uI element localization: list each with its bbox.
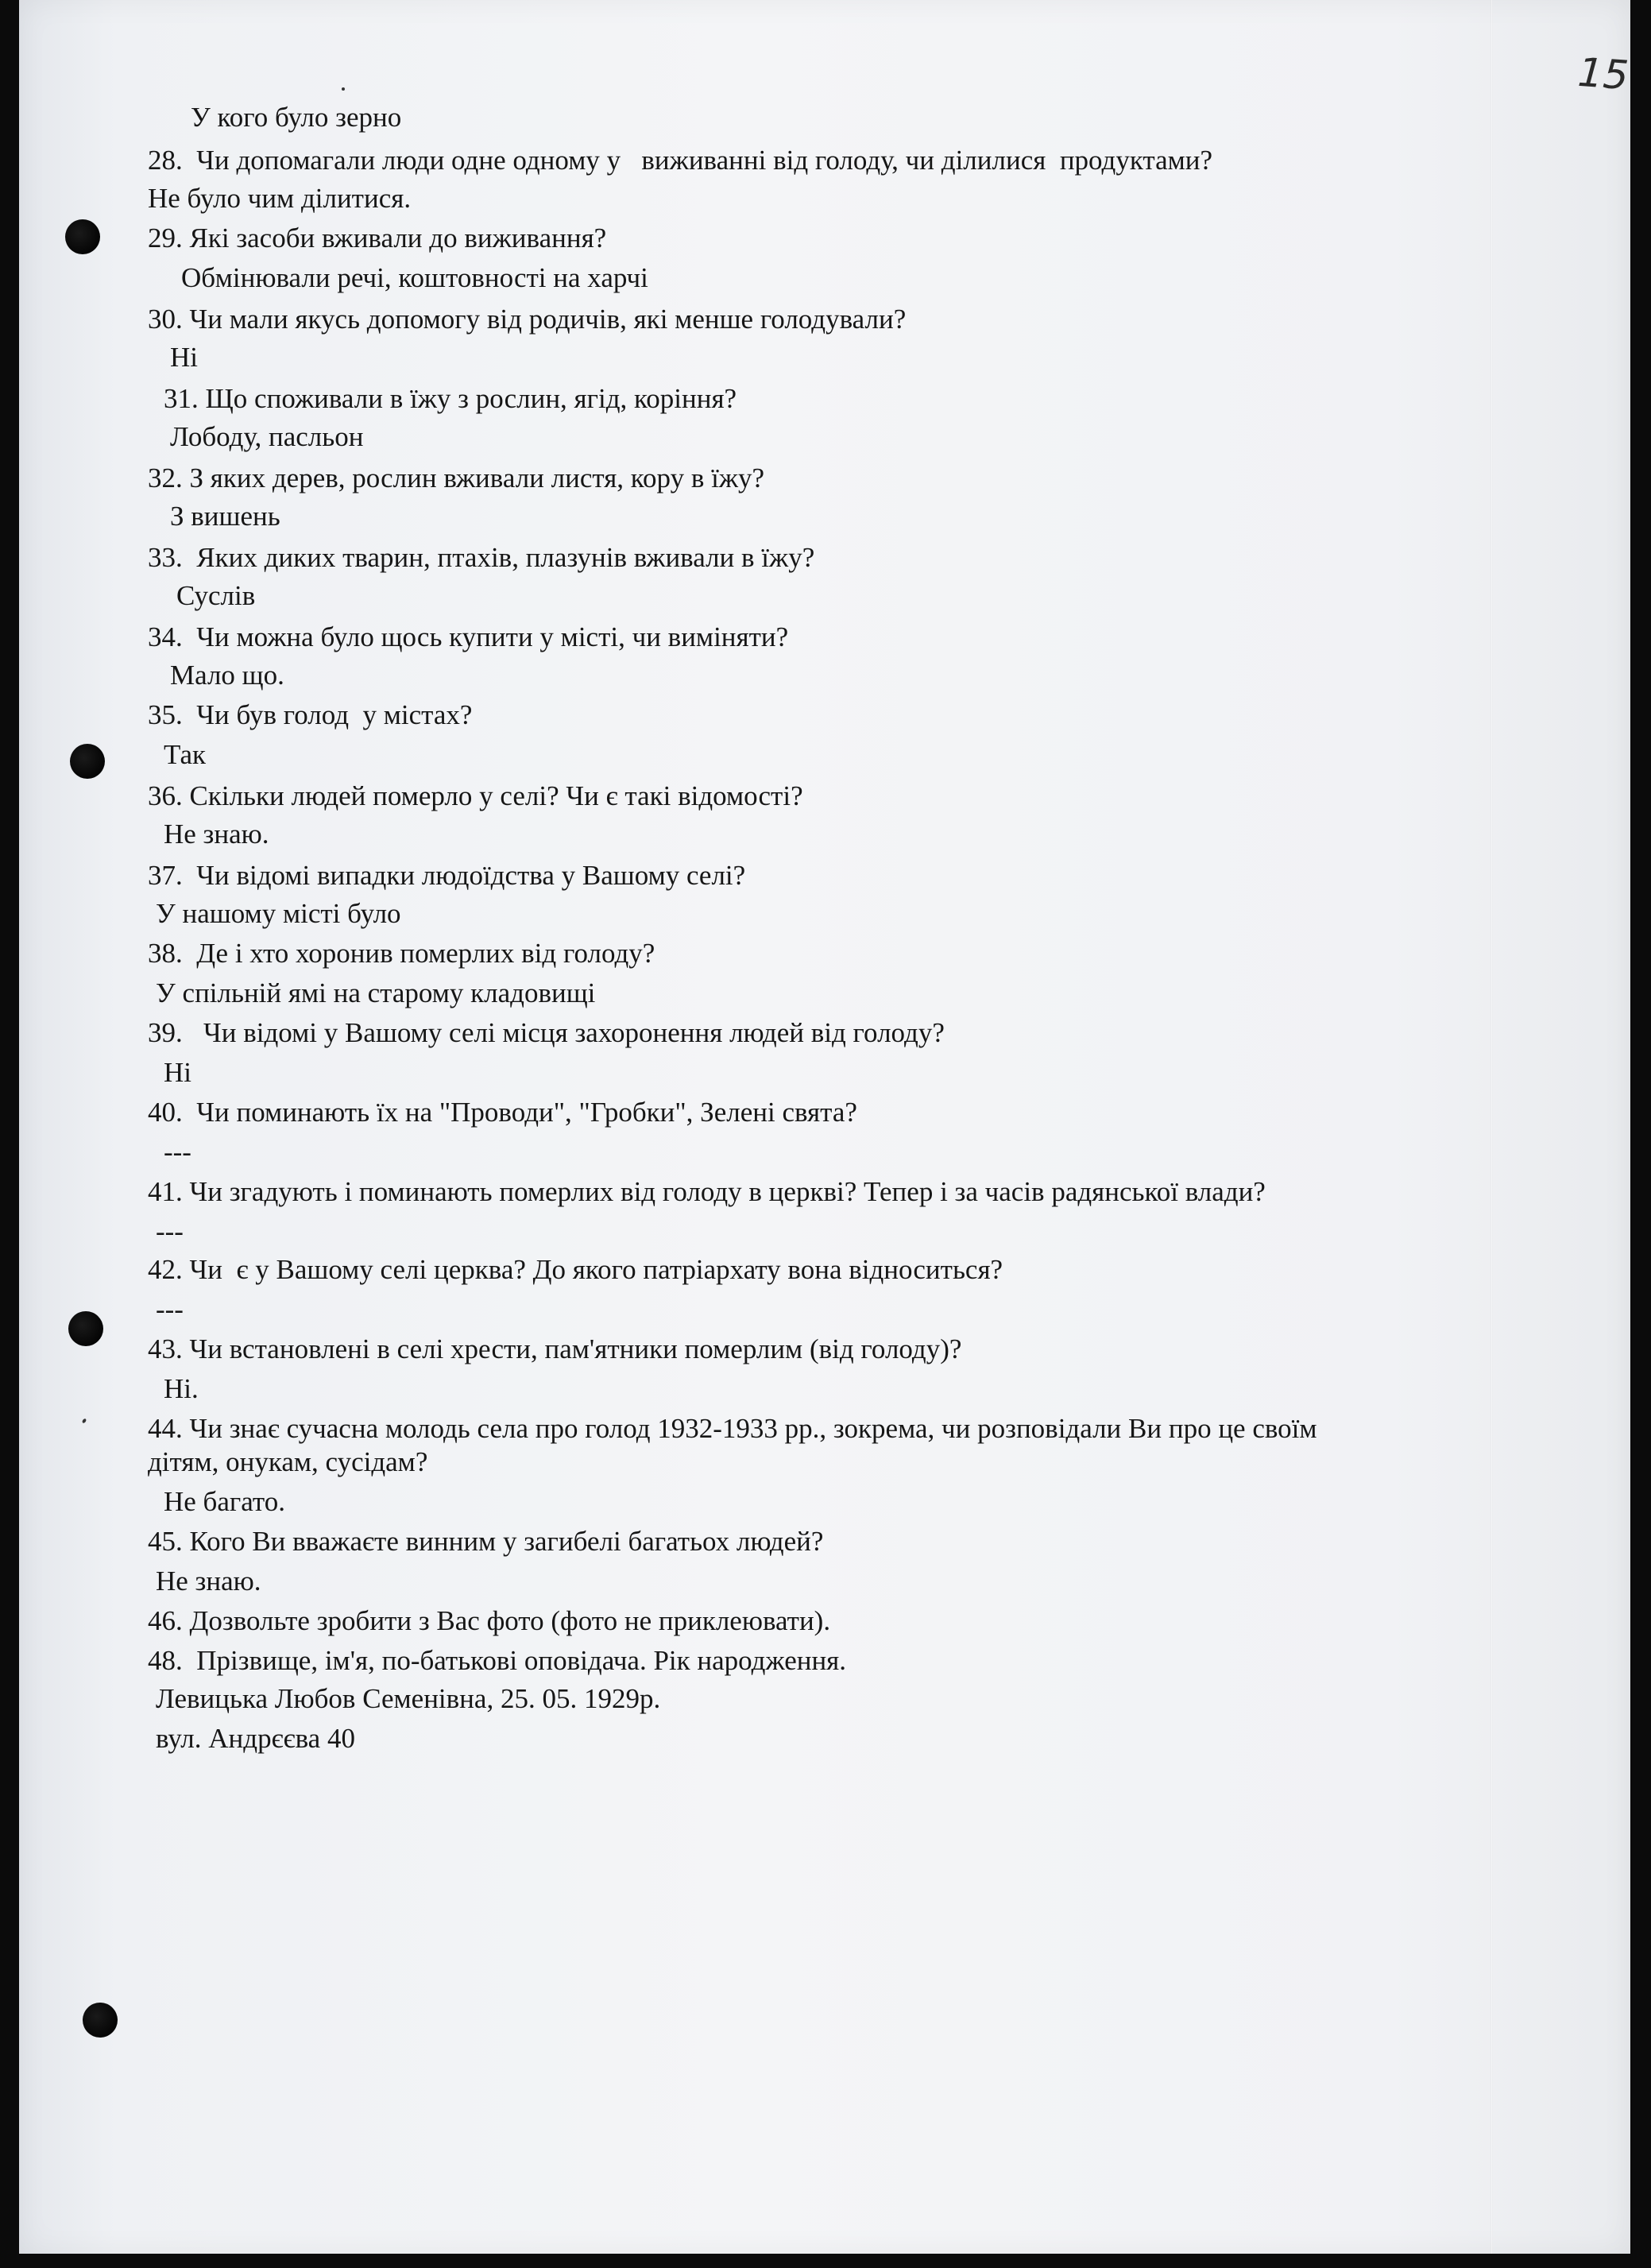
text-line: Не знаю. <box>164 819 269 850</box>
text-line: 28. Чи допомагали люди одне одному у виживанні від голоду, чи ділилися продуктами? <box>148 145 1213 176</box>
text-line: Левицька Любов Семенівна, 25. 05. 1929р. <box>156 1683 661 1714</box>
text-line: 42. Чи є у Вашому селі церква? До якого патріархату вона відноситься? <box>148 1254 1003 1285</box>
text-line: 41. Чи згадують і поминають померлих від голоду в церкві? Тепер і за часів радянської влади? <box>148 1176 1266 1207</box>
text-line: 48. Прізвище, ім'я, по-батькові оповідача. Рік народження. <box>148 1645 847 1676</box>
text-line: --- <box>156 1216 184 1247</box>
text-line: дітям, онукам, сусідам? <box>148 1446 428 1477</box>
text-line: Мало що. <box>170 660 284 691</box>
punch-hole <box>83 2003 118 2038</box>
text-line: вул. Андрєєва 40 <box>156 1723 355 1754</box>
text-line: 36. Скільки людей померло у селі? Чи є такі відомості? <box>148 780 803 811</box>
text-line: Не багато. <box>164 1486 285 1517</box>
text-line: У нашому місті було <box>156 898 401 929</box>
punch-hole <box>65 219 100 254</box>
text-line: --- <box>156 1294 184 1325</box>
punch-hole <box>70 744 105 779</box>
text-line: --- <box>164 1136 191 1167</box>
text-line: 34. Чи можна було щось купити у місті, чи виміняти? <box>148 621 789 652</box>
text-line: 35. Чи був голод у містах? <box>148 699 473 730</box>
text-line: 32. З яких дерев, рослин вживали листя, кору в їжу? <box>148 463 765 493</box>
text-line: Ні. <box>164 1373 199 1404</box>
text-line: Не знаю. <box>156 1566 261 1597</box>
text-line: 43. Чи встановлені в селі хрести, пам'ятники померлим (від голоду)? <box>148 1333 962 1364</box>
text-line: Ні <box>164 1057 191 1088</box>
text-line: 31. Що споживали в їжу з рослин, ягід, коріння? <box>164 383 737 414</box>
text-line: 29. Які засоби вживали до виживання? <box>148 223 607 254</box>
text-line: Ні <box>170 342 198 373</box>
text-line: У кого було зерно <box>191 102 402 133</box>
text-line: 33. Яких диких тварин, птахів, плазунів вживали в їжу? <box>148 542 815 573</box>
text-line: Суслів <box>176 580 256 611</box>
text-line: 30. Чи мали якусь допомогу від родичів, які менше голодували? <box>148 304 907 335</box>
text-line: Обмінювали речі, коштовності на харчі <box>181 262 648 293</box>
text-line: У спільній ямі на старому кладовищі <box>156 977 596 1008</box>
text-line: 40. Чи поминають їх на "Проводи", "Гробки", Зелені свята? <box>148 1097 857 1128</box>
text-line: Лободу, пасльон <box>170 421 364 452</box>
text-line: 38. Де і хто хоронив померлих від голоду? <box>148 938 655 969</box>
punch-hole <box>68 1311 103 1346</box>
text-line: Не було чим ділитися. <box>148 183 412 214</box>
handwritten-page-number: 15 <box>1576 48 1630 99</box>
text-line: 46. Дозвольте зробити з Вас фото (фото не приклеювати). <box>148 1605 831 1636</box>
text-line: 39. Чи відомі у Вашому селі місця захоронення людей від голоду? <box>148 1017 945 1048</box>
text-line: 44. Чи знає сучасна молодь села про голод 1932-1933 рр., зокрема, чи розповідали Ви про це своїм <box>148 1413 1317 1444</box>
text-line: З вишень <box>170 501 280 532</box>
text-line: 37. Чи відомі випадки людоїдства у Вашому селі? <box>148 860 746 891</box>
text-line: Так <box>164 739 207 770</box>
text-line: 45. Кого Ви вважаєте винним у загибелі багатьох людей? <box>148 1526 824 1557</box>
speck <box>342 87 345 91</box>
paper-fold <box>1491 0 1493 2254</box>
